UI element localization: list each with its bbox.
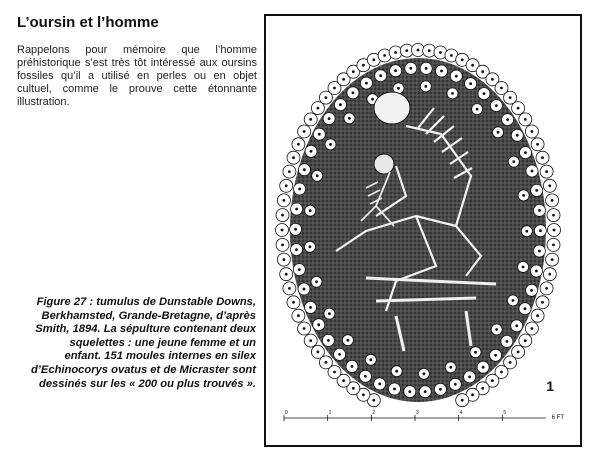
echinoid-fossil-center <box>509 361 512 364</box>
echinoid-fossil-center <box>524 118 527 121</box>
echinoid-fossil-center <box>425 67 428 70</box>
echinoid-fossil-center <box>325 96 328 99</box>
echinoid-fossil-center <box>362 393 365 396</box>
echinoid-fossil-center <box>476 108 479 111</box>
echinoid-fossil-center <box>552 214 555 217</box>
echinoid-fossil-center <box>303 168 306 171</box>
echinoid-fossil-center <box>297 314 300 317</box>
echinoid-fossil-center <box>440 70 443 73</box>
echinoid-fossil-center <box>294 228 297 231</box>
scale-tick-label: 3 <box>416 410 419 416</box>
echinoid-fossil-center <box>500 87 503 90</box>
echinoid-fossil-center <box>395 370 398 373</box>
echinoid-fossil-center <box>394 69 397 72</box>
echinoid-fossil-center <box>539 229 542 232</box>
echinoid-fossil-center <box>309 306 312 309</box>
echinoid-fossil-center <box>298 268 301 271</box>
echinoid-fossil-center <box>552 244 555 247</box>
echinoid-fossil-center <box>517 107 520 110</box>
echinoid-fossil-center <box>309 209 312 212</box>
echinoid-fossil-center <box>303 288 306 291</box>
echinoid-fossil-center <box>409 67 412 70</box>
echinoid-fossil-center <box>491 379 494 382</box>
echinoid-fossil-center <box>310 150 313 153</box>
echinoid-fossil-center <box>525 230 528 233</box>
echinoid-fossil-center <box>541 156 544 159</box>
echinoid-fossil-center <box>461 58 464 61</box>
echinoid-fossil-center <box>338 353 341 356</box>
echinoid-fossil-center <box>371 98 374 101</box>
echinoid-fossil-center <box>474 351 477 354</box>
echinoid-fossil-center <box>515 324 518 327</box>
echinoid-fossil-center <box>506 118 509 121</box>
echinoid-fossil-center <box>506 340 509 343</box>
echinoid-fossil-center <box>309 245 312 248</box>
echinoid-fossil-center <box>545 287 548 290</box>
echinoid-fossil-center <box>348 117 351 120</box>
echinoid-fossil-center <box>522 194 525 197</box>
echinoid-fossil-center <box>468 376 471 379</box>
echinoid-fossil-center <box>491 78 494 81</box>
echinoid-fossil-center <box>449 366 452 369</box>
echinoid-fossil-center <box>281 214 284 217</box>
echinoid-fossil-center <box>292 156 295 159</box>
echinoid-fossil-center <box>333 371 336 374</box>
echinoid-fossil-center <box>423 372 426 375</box>
echinoid-fossil-center <box>424 390 427 393</box>
burial-illustration-frame <box>264 14 582 447</box>
echinoid-fossil-center <box>285 184 288 187</box>
echinoid-fossil-center <box>333 87 336 90</box>
scale-unit-label: 6 FT <box>551 415 564 421</box>
echinoid-fossil-center <box>285 273 288 276</box>
echinoid-fossil-center <box>339 103 342 106</box>
echinoid-fossil-center <box>352 70 355 73</box>
echinoid-fossil-center <box>548 184 551 187</box>
echinoid-fossil-center <box>362 64 365 67</box>
echinoid-fossil-center <box>417 49 420 52</box>
echinoid-fossil-center <box>352 91 355 94</box>
echinoid-fossil-center <box>405 49 408 52</box>
echinoid-fossil-center <box>548 273 551 276</box>
burial-soil <box>290 58 546 402</box>
echinoid-fossil-center <box>372 58 375 61</box>
echinoid-fossil-center <box>383 54 386 57</box>
echinoid-fossil-center <box>393 388 396 391</box>
echinoid-fossil-center <box>454 383 457 386</box>
scale-tick-label: 0 <box>285 410 288 416</box>
echinoid-fossil-center <box>288 287 291 290</box>
echinoid-fossil-center <box>424 85 427 88</box>
echinoid-fossil-center <box>481 387 484 390</box>
echinoid-fossil-center <box>538 250 541 253</box>
echinoid-fossil-center <box>494 354 497 357</box>
echinoid-fossil-center <box>394 51 397 54</box>
echinoid-fossil-center <box>347 339 350 342</box>
echinoid-fossil-center <box>352 387 355 390</box>
echinoid-fossil-center <box>309 118 312 121</box>
echinoid-fossil-center <box>553 229 556 232</box>
echinoid-fossil-center <box>369 358 372 361</box>
echinoid-fossil-center <box>524 151 527 154</box>
echinoid-fossil-center <box>469 82 472 85</box>
echinoid-fossil-center <box>471 64 474 67</box>
echinoid-fossil-center <box>481 70 484 73</box>
echinoid-fossil-center <box>408 390 411 393</box>
echinoid-fossil-center <box>512 299 515 302</box>
echinoid-fossil-center <box>288 170 291 173</box>
echinoid-fossil-center <box>315 280 318 283</box>
echinoid-fossil-center <box>281 244 284 247</box>
echinoid-fossil-center <box>325 361 328 364</box>
intro-paragraph: Rappelons pour mémoire que l’homme préhistorique s’est très tôt intéressé aux oursins fossiles qu’il a utilisé en perles ou en objet cultuel, comme le prouve cette étonnante illustration. <box>17 44 257 108</box>
echinoid-fossil-center <box>378 383 381 386</box>
echinoid-fossil-center <box>509 96 512 99</box>
scale-tick-label: 5 <box>503 410 507 416</box>
echinoid-fossil-center <box>439 388 442 391</box>
scale-bar <box>284 410 546 421</box>
echinoid-fossil-center <box>328 117 331 120</box>
echinoid-fossil-center <box>295 248 298 251</box>
echinoid-fossil-center <box>318 133 321 136</box>
echinoid-fossil-center <box>500 371 503 374</box>
echinoid-fossil-center <box>372 399 375 402</box>
echinoid-fossil-center <box>316 174 319 177</box>
echinoid-fossil-center <box>281 229 284 232</box>
echinoid-fossil-center <box>495 104 498 107</box>
echinoid-fossil-center <box>317 351 320 354</box>
echinoid-fossil-center <box>535 270 538 273</box>
echinoid-fossil-center <box>364 375 367 378</box>
echinoid-fossil-center <box>461 399 464 402</box>
echinoid-fossil-center <box>303 327 306 330</box>
scale-tick-label: 2 <box>372 410 376 416</box>
echinoid-fossil-center <box>531 130 534 133</box>
echinoid-fossil-center <box>283 199 286 202</box>
echinoid-fossil-center <box>428 49 431 52</box>
echinoid-fossil-center <box>551 199 554 202</box>
echinoid-fossil-center <box>482 366 485 369</box>
echinoid-fossil-center <box>531 170 534 173</box>
echinoid-fossil-center <box>328 312 331 315</box>
echinoid-fossil-center <box>545 170 548 173</box>
echinoid-fossil-center <box>530 289 533 292</box>
echinoid-fossil-center <box>524 339 527 342</box>
echinoid-fossil-center <box>365 82 368 85</box>
echinoid-fossil-center <box>451 92 454 95</box>
echinoid-fossil-center <box>439 51 442 54</box>
page-title: L’oursin et l’homme <box>17 14 159 31</box>
echinoid-fossil-center <box>536 314 539 317</box>
echinoid-fossil-center <box>317 107 320 110</box>
scale-tick-label: 1 <box>328 410 332 416</box>
echinoid-fossil-center <box>495 328 498 331</box>
echinoid-fossil-center <box>531 327 534 330</box>
echinoid-fossil-center <box>497 131 500 134</box>
echinoid-fossil-center <box>541 301 544 304</box>
echinoid-fossil-center <box>455 75 458 78</box>
echinoid-fossil-center <box>524 307 527 310</box>
figure-caption: Figure 27 : tumulus de Dunstable Downs, Berkhamsted, Grande-Bretagne, d’après Smith, 1894. La sépulture contenant deux squelettes : une jeune femme et un enfant. 151 moules internes en silex d’Echinocorys ovatus et de Micraster sont dessinés sur les « 200 ou plus trouvés ». <box>30 296 256 390</box>
echinoid-fossil-center <box>342 78 345 81</box>
echinoid-fossil-center <box>450 54 453 57</box>
echinoid-fossil-center <box>283 258 286 261</box>
echinoid-fossil-center <box>295 208 298 211</box>
echinoid-fossil-center <box>397 87 400 90</box>
echinoid-fossil-center <box>329 143 332 146</box>
echinoid-fossil-center <box>317 323 320 326</box>
echinoid-fossil-center <box>536 143 539 146</box>
scale-tick-label: 4 <box>459 410 463 416</box>
echinoid-fossil-center <box>512 160 515 163</box>
echinoid-fossil-center <box>303 130 306 133</box>
burial-illustration <box>266 16 580 445</box>
echinoid-fossil-center <box>298 188 301 191</box>
echinoid-fossil-center <box>538 209 541 212</box>
echinoid-fossil-center <box>517 351 520 354</box>
echinoid-fossil-center <box>483 92 486 95</box>
echinoid-fossil-center <box>351 365 354 368</box>
echinoid-fossil-center <box>327 339 330 342</box>
echinoid-fossil-center <box>342 379 345 382</box>
echinoid-fossil-center <box>535 189 538 192</box>
figure-number: 1 <box>546 378 554 394</box>
echinoid-fossil-center <box>297 143 300 146</box>
echinoid-fossil-center <box>471 393 474 396</box>
echinoid-fossil-center <box>551 258 554 261</box>
echinoid-fossil-center <box>522 266 525 269</box>
echinoid-fossil-center <box>309 339 312 342</box>
echinoid-fossil-center <box>292 301 295 304</box>
echinoid-fossil-center <box>516 134 519 137</box>
echinoid-fossil-center <box>379 74 382 77</box>
